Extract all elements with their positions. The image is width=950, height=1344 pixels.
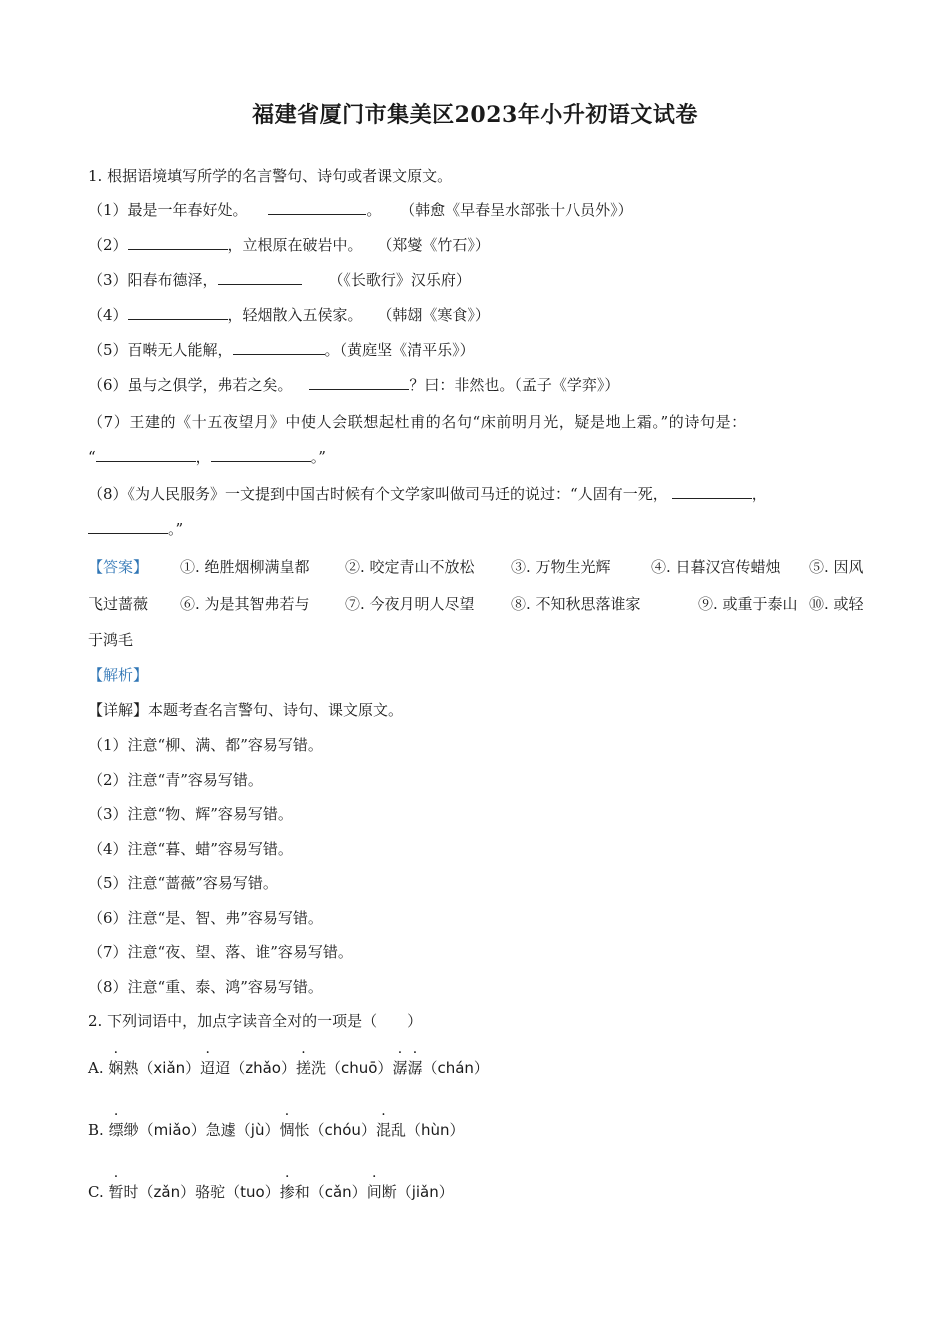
answer-blank bbox=[88, 519, 168, 534]
q1-item-8-line2 bbox=[88, 519, 183, 539]
answer-item: ⑤. 因风 bbox=[809, 558, 864, 576]
item-text: （6）虽与之俱学，弗若之矣。 bbox=[88, 376, 293, 394]
word-char: 骆驼 bbox=[195, 1183, 226, 1201]
answer-row-3: 于鸿毛 bbox=[88, 631, 134, 649]
detail-text: 本题考查名言警句、诗句、课文原文。 bbox=[148, 701, 404, 719]
item-text: （4） bbox=[88, 306, 128, 324]
dotted-char: 暂 bbox=[108, 1183, 124, 1201]
dotted-char: 潺 bbox=[392, 1059, 408, 1077]
answer-blank bbox=[128, 235, 228, 250]
answer-item: ⑨. 或重于泰山 bbox=[698, 595, 798, 613]
comma: ， bbox=[751, 485, 767, 503]
option-label: B. bbox=[88, 1121, 104, 1139]
answer-item: ①. 绝胜烟柳满皇都 bbox=[180, 558, 310, 576]
note-6: （6）注意“是、智、弗”容易写错。 bbox=[88, 909, 323, 927]
item-source: （韩愈《早春呈水部张十八员外》） bbox=[400, 201, 633, 219]
note-7: （7）注意“夜、望、落、谁”容易写错。 bbox=[88, 943, 353, 961]
answer-blank bbox=[96, 447, 196, 462]
word-char: 时 bbox=[123, 1183, 139, 1201]
dotted-char: 掺 bbox=[279, 1183, 295, 1201]
note-8: （8）注意“重、泰、鸿”容易写错。 bbox=[88, 978, 323, 996]
quote-open: “ bbox=[88, 448, 96, 466]
q1-item-8-line1 bbox=[88, 484, 767, 504]
item-text: （5）百啭无人能解， bbox=[88, 341, 233, 359]
item-text: 。 bbox=[324, 341, 340, 359]
answer-blank bbox=[309, 375, 409, 390]
note-5: （5）注意“蔷薇”容易写错。 bbox=[88, 874, 278, 892]
answer-blank bbox=[268, 200, 366, 215]
pinyin: （chóu） bbox=[309, 1121, 376, 1139]
word-char: 洗 bbox=[310, 1059, 326, 1077]
detail-line bbox=[88, 700, 403, 720]
note-1: （1）注意“柳、满、都”容易写错。 bbox=[88, 736, 323, 754]
q1-item-7-line1: （7）王建的《十五夜望月》中使人会联想起杜甫的名句“床前明月光，疑是地上霜。”的诗句是： bbox=[88, 413, 747, 431]
pinyin: （zǎn） bbox=[138, 1183, 196, 1201]
item-text: ？曰：非然也。 bbox=[409, 376, 515, 394]
quote-close: 。” bbox=[310, 448, 326, 466]
answer-row-2 bbox=[88, 594, 864, 614]
answer-row-1 bbox=[88, 557, 864, 577]
word-char: 熟 bbox=[123, 1059, 139, 1077]
pinyin: （miǎo） bbox=[138, 1121, 206, 1139]
note-4: （4）注意“暮、蜡”容易写错。 bbox=[88, 840, 293, 858]
dotted-char: 间 bbox=[366, 1183, 382, 1201]
item-text: ，轻烟散入五侯家。 bbox=[227, 306, 363, 324]
quote-close: 。” bbox=[168, 520, 184, 538]
word-char: 急遽 bbox=[205, 1121, 236, 1139]
dotted-char: 娴 bbox=[108, 1059, 124, 1077]
item-source: （黄庭坚《清平乐》） bbox=[339, 341, 475, 359]
dotted-char: 迢 bbox=[200, 1059, 216, 1077]
item-source: （《长歌行》汉乐府） bbox=[328, 271, 471, 289]
pinyin: （zhǎo） bbox=[230, 1059, 296, 1077]
q1-item-1 bbox=[88, 200, 633, 220]
q2-stem: 2. 下列词语中，加点字读音全对的一项是（ ） bbox=[88, 1012, 423, 1030]
word-char: 乱 bbox=[390, 1121, 406, 1139]
item-text: （2） bbox=[88, 236, 128, 254]
q2-option-c bbox=[88, 1182, 454, 1202]
item-source: （郑燮《竹石》） bbox=[377, 236, 490, 254]
dotted-char: 缥 bbox=[108, 1121, 124, 1139]
answer-item: 飞过蔷薇 bbox=[88, 595, 149, 613]
q2-option-a bbox=[88, 1058, 489, 1078]
word-char: 缈 bbox=[123, 1121, 139, 1139]
word-char: 迢 bbox=[215, 1059, 231, 1077]
page-title: 福建省厦门市集美区2023年小升初语文试卷 bbox=[252, 102, 698, 128]
item-source: （韩翃《寒食》） bbox=[377, 306, 490, 324]
q1-item-2 bbox=[88, 235, 490, 255]
dotted-char: 混 bbox=[375, 1121, 391, 1139]
detail-tag: 【详解】 bbox=[88, 701, 149, 719]
word-char: 和 bbox=[294, 1183, 310, 1201]
note-3: （3）注意“物、辉”容易写错。 bbox=[88, 805, 293, 823]
analysis-tag: 【解析】 bbox=[88, 666, 149, 684]
answer-blank bbox=[128, 305, 228, 320]
pinyin: （hùn） bbox=[405, 1121, 465, 1139]
answer-blank bbox=[218, 270, 302, 285]
answer-blank bbox=[211, 447, 311, 462]
comma: ， bbox=[195, 448, 211, 466]
dotted-char: 搓 bbox=[295, 1059, 311, 1077]
word-char: 断 bbox=[381, 1183, 397, 1201]
item-text: （1）最是一年春好处。 bbox=[88, 201, 248, 219]
pinyin: （xiǎn） bbox=[138, 1059, 201, 1077]
q1-item-6 bbox=[88, 375, 619, 395]
word-char: 怅 bbox=[294, 1121, 310, 1139]
note-2: （2）注意“青”容易写错。 bbox=[88, 771, 263, 789]
q1-item-5 bbox=[88, 340, 475, 360]
pinyin: （tuo） bbox=[225, 1183, 280, 1201]
item-source: （孟子《学弈》） bbox=[514, 376, 620, 394]
option-label: A. bbox=[88, 1059, 104, 1077]
answer-item: ⑧. 不知秋思落谁家 bbox=[511, 595, 641, 613]
item-text: （8）《为人民服务》一文提到中国古时候有个文学家叫做司马迁的说过：“人固有一死， bbox=[88, 485, 668, 503]
option-label: C. bbox=[88, 1183, 104, 1201]
item-text: （3）阳春布德泽， bbox=[88, 271, 218, 289]
pinyin: （cǎn） bbox=[309, 1183, 367, 1201]
answer-blank bbox=[672, 484, 752, 499]
q1-item-7-line2 bbox=[88, 447, 326, 467]
answer-tag: 【答案】 bbox=[88, 558, 149, 576]
item-text: 。 bbox=[366, 201, 382, 219]
pinyin: （chán） bbox=[422, 1059, 489, 1077]
dotted-char: 潺 bbox=[407, 1059, 423, 1077]
dotted-char: 惆 bbox=[279, 1121, 295, 1139]
item-text: ，立根原在破岩中。 bbox=[227, 236, 363, 254]
answer-item: ⑦. 今夜月明人尽望 bbox=[345, 595, 475, 613]
q1-item-3 bbox=[88, 270, 471, 290]
q2-option-b bbox=[88, 1120, 465, 1140]
q1-stem: 1. 根据语境填写所学的名言警句、诗句或者课文原文。 bbox=[88, 167, 453, 185]
pinyin: （jiǎn） bbox=[396, 1183, 454, 1201]
answer-item: ④. 日暮汉宫传蜡烛 bbox=[651, 558, 781, 576]
answer-item: ⑥. 为是其智弗若与 bbox=[180, 595, 310, 613]
answer-item: ⑩. 或轻 bbox=[809, 595, 864, 613]
answer-blank bbox=[233, 340, 325, 355]
pinyin: （jù） bbox=[235, 1121, 280, 1139]
pinyin: （chuō） bbox=[325, 1059, 393, 1077]
answer-item: ③. 万物生光辉 bbox=[511, 558, 611, 576]
answer-item: ②. 咬定青山不放松 bbox=[345, 558, 475, 576]
q1-item-4 bbox=[88, 305, 490, 325]
